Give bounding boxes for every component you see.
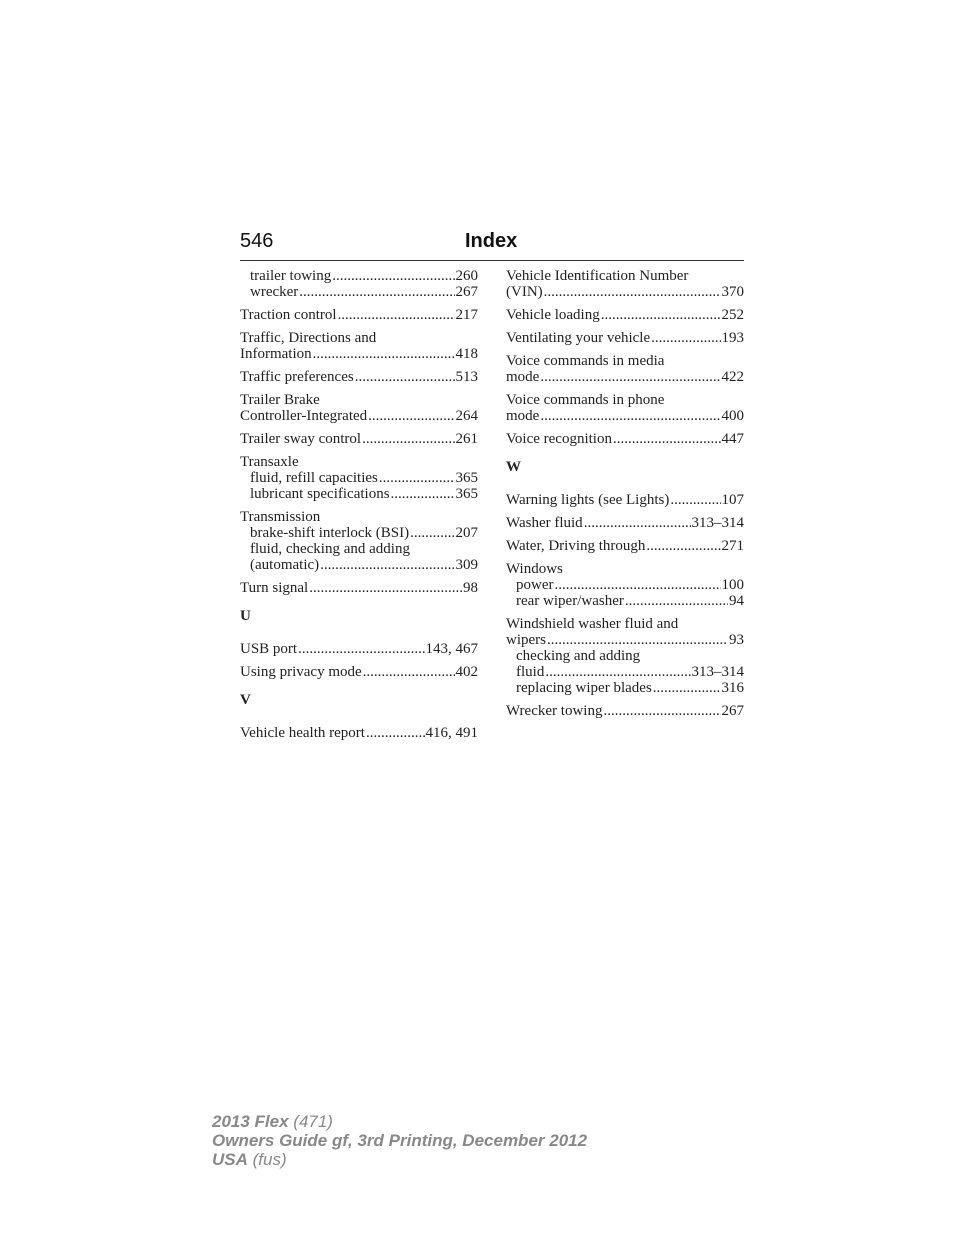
index-entry-line: [506, 538, 744, 554]
index-entry: [240, 307, 478, 323]
index-entry: [506, 492, 744, 508]
index-entry: [240, 268, 478, 300]
entry-page-ref: 107: [721, 492, 744, 508]
index-subentry-line: [506, 593, 744, 609]
entry-label: Windshield washer fluid and: [506, 616, 679, 632]
index-entry: [240, 509, 478, 573]
entry-label: wipers: [506, 632, 546, 648]
dot-leader: [584, 515, 691, 531]
index-entry-line: [506, 703, 744, 719]
entry-label: Vehicle loading: [506, 307, 600, 323]
index-entry-line: [240, 580, 478, 596]
index-entry-line: [240, 392, 478, 408]
entry-page-ref: 271: [721, 538, 744, 554]
entry-page-ref: 143, 467: [425, 641, 478, 657]
index-entry: [506, 538, 744, 554]
entry-page-ref: 261: [455, 431, 478, 447]
entry-page-ref: 422: [721, 369, 744, 385]
entry-page-ref: 365: [455, 470, 478, 486]
entry-page-ref: 316: [721, 680, 744, 696]
index-entry: [240, 454, 478, 502]
entry-label: fluid: [516, 664, 545, 680]
entry-label: Traffic preferences: [240, 369, 354, 385]
index-entry: [240, 580, 478, 596]
index-entry: [240, 369, 478, 385]
entry-page-ref: 100: [721, 577, 744, 593]
index-subentry-line: [506, 664, 744, 680]
entry-page-ref: 217: [455, 307, 478, 323]
index-entry-line: [240, 408, 478, 424]
index-entry: [506, 515, 744, 531]
index-entry-line: [240, 509, 478, 525]
entry-page-ref: 447: [721, 431, 744, 447]
entry-label: checking and adding: [516, 648, 641, 664]
dot-leader: [555, 577, 721, 593]
entry-page-ref: 267: [721, 703, 744, 719]
dot-leader: [309, 580, 462, 596]
entry-label: Trailer Brake: [240, 392, 320, 408]
index-entry-line: [506, 369, 744, 385]
entry-label: Turn signal: [240, 580, 309, 596]
index-column-right: [506, 268, 744, 726]
index-entry: [506, 307, 744, 323]
index-entry: [240, 431, 478, 447]
page-number: 546: [240, 230, 274, 252]
index-entry-line: [506, 431, 744, 447]
dot-leader: [332, 268, 454, 284]
footer-market: USA: [212, 1150, 248, 1169]
entry-label: Ventilating your vehicle: [506, 330, 651, 346]
index-entry-line: [240, 369, 478, 385]
entry-label: Vehicle Identification Number: [506, 268, 689, 284]
index-entry-line: [240, 454, 478, 470]
dot-leader: [368, 408, 454, 424]
entry-page-ref: 98: [463, 580, 478, 596]
entry-page-ref: 365: [455, 486, 478, 502]
entry-page-ref: 93: [729, 632, 744, 648]
index-entry-line: [506, 284, 744, 300]
entry-label: Traction control: [240, 307, 337, 323]
entry-label: (VIN): [506, 284, 543, 300]
index-subentry-line: [240, 541, 478, 557]
dot-leader: [613, 431, 721, 447]
index-subentry-line: [240, 284, 478, 300]
dot-leader: [545, 664, 690, 680]
dot-leader: [379, 470, 455, 486]
index-entry: [506, 330, 744, 346]
entry-label: Transaxle: [240, 454, 299, 470]
index-entry-line: [240, 307, 478, 323]
dot-leader: [540, 369, 720, 385]
dot-leader: [320, 557, 454, 573]
entry-label: Traffic, Directions and: [240, 330, 377, 346]
entry-label: Controller-Integrated: [240, 408, 368, 424]
dot-leader: [625, 593, 728, 609]
dot-leader: [653, 680, 721, 696]
dot-leader: [366, 725, 425, 741]
entry-page-ref: 264: [455, 408, 478, 424]
entry-page-ref: 193: [721, 330, 744, 346]
index-subentry-line: [240, 486, 478, 502]
entry-label: Water, Driving through: [506, 538, 646, 554]
index-entry-line: [240, 641, 478, 657]
index-entry-line: [506, 515, 744, 531]
entry-label: fluid, refill capacities: [250, 470, 378, 486]
dot-leader: [299, 284, 454, 300]
dot-leader: [544, 284, 721, 300]
entry-page-ref: 418: [455, 346, 478, 362]
index-section-letter: W: [506, 459, 521, 475]
index-entry: [240, 392, 478, 424]
index-entry: [506, 561, 744, 609]
entry-page-ref: 313–314: [691, 515, 744, 531]
entry-page-ref: 252: [721, 307, 744, 323]
entry-page-ref: 513: [455, 369, 478, 385]
entry-label: Transmission: [240, 509, 321, 525]
entry-page-ref: 94: [729, 593, 744, 609]
dot-leader: [646, 538, 720, 554]
entry-label: Vehicle health report: [240, 725, 365, 741]
entry-label: Trailer sway control: [240, 431, 362, 447]
entry-page-ref: 267: [455, 284, 478, 300]
entry-label: fluid, checking and adding: [250, 541, 410, 557]
dot-leader: [363, 664, 455, 680]
dot-leader: [651, 330, 720, 346]
index-entry-line: [506, 353, 744, 369]
index-entry-line: [506, 561, 744, 577]
index-subentry-line: [506, 648, 744, 664]
index-entry: [506, 268, 744, 300]
index-entry: [240, 330, 478, 362]
dot-leader: [601, 307, 721, 323]
footer-line-3: [212, 1150, 587, 1169]
index-entry-line: [506, 616, 744, 632]
dot-leader: [362, 431, 454, 447]
footer-line-2: Owners Guide gf, 3rd Printing, December 2012: [212, 1131, 588, 1150]
index-entry-line: [506, 330, 744, 346]
entry-label: trailer towing: [250, 268, 332, 284]
index-entry-line: [240, 431, 478, 447]
index-entry: [506, 703, 744, 719]
index-section-letter: V: [240, 692, 251, 708]
index-column-left: [240, 268, 478, 748]
entry-label: Warning lights (see Lights): [506, 492, 670, 508]
entry-page-ref: 260: [455, 268, 478, 284]
index-subentry-line: [506, 680, 744, 696]
index-entry-line: [506, 408, 744, 424]
entry-label: power: [516, 577, 554, 593]
index-subentry-line: [506, 577, 744, 593]
page-footer: [212, 1112, 587, 1169]
index-entry-line: [506, 307, 744, 323]
entry-label: Using privacy mode: [240, 664, 362, 680]
footer-model: 2013 Flex: [212, 1112, 289, 1131]
dot-leader: [547, 632, 728, 648]
entry-label: brake-shift interlock (BSI): [250, 525, 410, 541]
index-subentry-line: [240, 268, 478, 284]
index-entry: [506, 431, 744, 447]
dot-leader: [410, 525, 454, 541]
entry-page-ref: 207: [455, 525, 478, 541]
entry-page-ref: 402: [455, 664, 478, 680]
index-subentry-line: [240, 470, 478, 486]
dot-leader: [670, 492, 720, 508]
entry-label: mode: [506, 369, 540, 385]
index-entry: [506, 353, 744, 385]
index-entry: [240, 725, 478, 741]
footer-model-code: (471): [288, 1112, 333, 1131]
index-subentry-line: [240, 557, 478, 573]
entry-page-ref: 309: [455, 557, 478, 573]
index-entry-line: [240, 346, 478, 362]
index-entry-line: [240, 725, 478, 741]
index-subentry-line: [240, 525, 478, 541]
entry-label: wrecker: [250, 284, 299, 300]
index-entry-line: [506, 268, 744, 284]
index-entry-line: [240, 330, 478, 346]
index-entry: [240, 664, 478, 680]
entry-label: Information: [240, 346, 312, 362]
entry-label: (automatic): [250, 557, 320, 573]
entry-label: mode: [506, 408, 540, 424]
dot-leader: [298, 641, 424, 657]
entry-label: replacing wiper blades: [516, 680, 652, 696]
entry-label: USB port: [240, 641, 298, 657]
page-header: [240, 229, 744, 261]
entry-label: Wrecker towing: [506, 703, 603, 719]
dot-leader: [338, 307, 455, 323]
page-title: Index: [465, 230, 518, 252]
entry-label: lubricant specifications: [250, 486, 390, 502]
entry-label: Voice recognition: [506, 431, 612, 447]
entry-label: rear wiper/washer: [516, 593, 624, 609]
entry-page-ref: 313–314: [691, 664, 744, 680]
index-entry-line: [240, 664, 478, 680]
entry-label: Windows: [506, 561, 563, 577]
index-entry-line: [506, 392, 744, 408]
index-entry: [506, 616, 744, 696]
entry-page-ref: 370: [721, 284, 744, 300]
index-entry: [240, 641, 478, 657]
index-section-letter: U: [240, 608, 251, 624]
dot-leader: [355, 369, 455, 385]
index-entry-line: [506, 492, 744, 508]
dot-leader: [603, 703, 720, 719]
dot-leader: [540, 408, 720, 424]
entry-page-ref: 400: [721, 408, 744, 424]
footer-market-code: (fus): [247, 1150, 287, 1169]
entry-label: Washer fluid: [506, 515, 583, 531]
entry-label: Voice commands in phone: [506, 392, 665, 408]
dot-leader: [391, 486, 455, 502]
entry-page-ref: 416, 491: [425, 725, 478, 741]
index-entry: [506, 392, 744, 424]
dot-leader: [313, 346, 455, 362]
entry-label: Voice commands in media: [506, 353, 665, 369]
index-entry-line: [506, 632, 744, 648]
footer-line-1: [212, 1112, 587, 1131]
